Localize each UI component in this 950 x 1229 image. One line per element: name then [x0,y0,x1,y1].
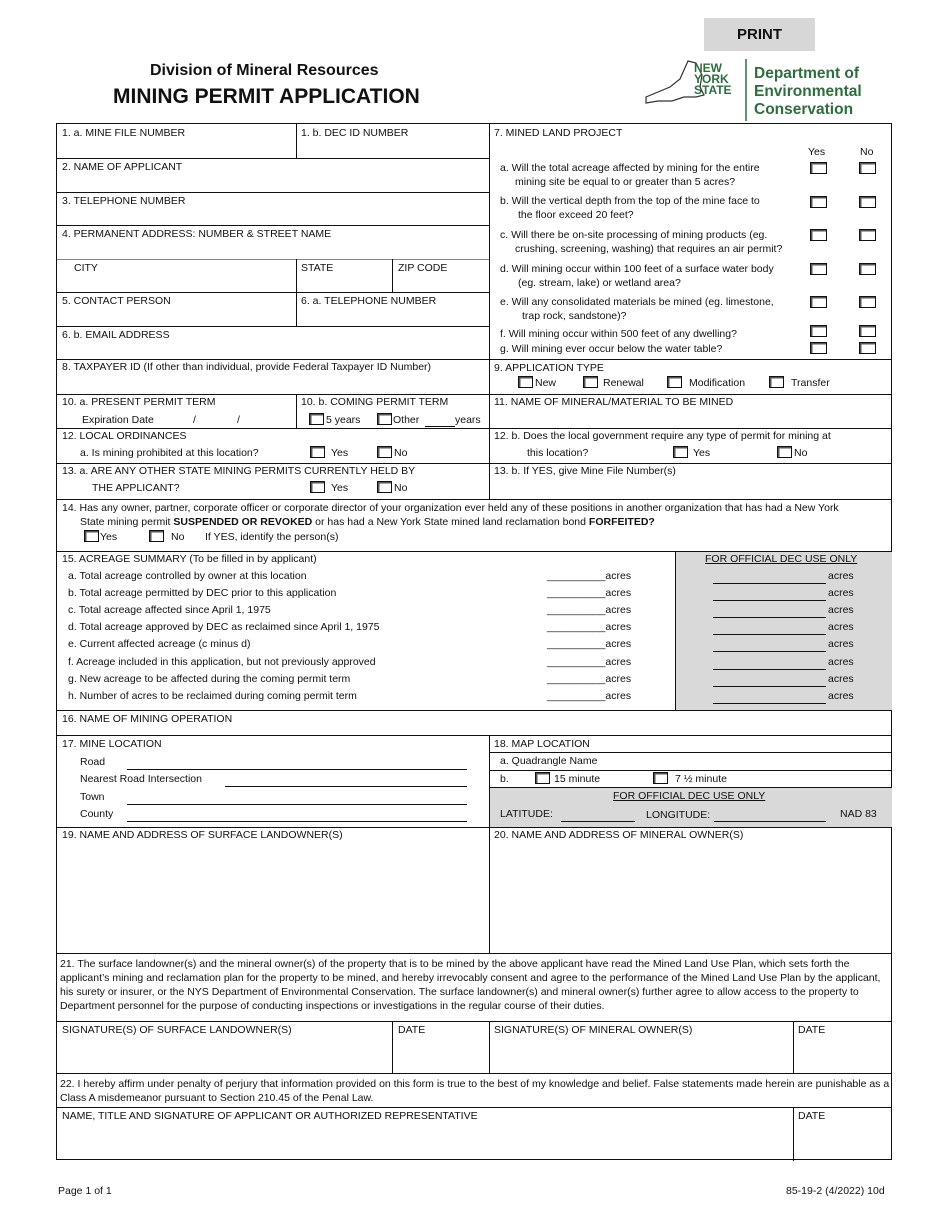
official-acres-g: acres [828,673,854,685]
permit-form [56,123,892,1160]
q7c-yes-checkbox[interactable] [810,229,827,241]
question-7c: c. Will there be on-site processing of mining products (eg. [500,229,768,241]
dec-id-number-label: 1. b. DEC ID NUMBER [301,127,409,139]
question-7e-cont: trap rock, sandstone)? [522,310,627,322]
form-id: 85-19-2 (4/2022) 10d [786,1185,885,1197]
question-7c-cont: crushing, screening, washing) that requires an air permit? [515,243,783,255]
mineral-owner-label: 20. NAME AND ADDRESS OF MINERAL OWNER(S) [494,829,744,841]
print-button[interactable]: PRINT [704,18,815,51]
coming-permit-term-label: 10. b. COMING PERMIT TERM [301,396,449,408]
surface-date-label: DATE [398,1024,426,1036]
fifteen-minute-label: 15 minute [554,773,601,785]
mine-location-title: 17. MINE LOCATION [62,738,162,750]
consent-statement: 21. The surface landowner(s) and the mineral owner(s) of the property that is to be mined by the above applicant have read the Mined Land Use Plan, which sets forth the applicant’s mining and reclamation plan for the property to be mined, and hereby irrevocably consent and agree to the performance of the Mined Land Use Plan by the applicant, his surety or insurer, or the NYS Department of Environmental Conservation. The surface landowner(s) and mineral owner(s) further agree to allow access to the property to Department personnel for the purpose of conducting inspections or investigations in the regular course of their duties. [60,958,881,1012]
minute-b-label: b. [500,773,509,785]
road-label: Road [80,756,106,768]
applicant-signature-label: NAME, TITLE AND SIGNATURE OF APPLICANT OR AUTHORIZED REPRESENTATIVE [62,1110,478,1122]
yes-column-header: Yes [808,146,826,158]
suspended-yes-label: Yes [100,531,118,543]
prohibited-no-checkbox[interactable] [377,446,392,458]
q7c-no-checkbox[interactable] [859,229,876,241]
mine-file-number-label: 1. a. MINE FILE NUMBER [62,127,186,139]
type-transfer-label: Transfer [791,377,830,389]
intersection-label: Nearest Road Intersection [80,773,202,785]
acreage-input-c[interactable]: __________acres [547,604,632,616]
acreage-row-f: f. Acreage included in this application, but not previously approved [68,656,376,668]
contact-telephone-label: 6. a. TELEPHONE NUMBER [301,295,437,307]
telephone-label: 3. TELEPHONE NUMBER [62,195,186,207]
applicant-date-label: DATE [798,1110,826,1122]
local-permit-question-cont: this location? [527,447,589,459]
zip-label: ZIP CODE [398,262,448,274]
surface-signature-label: SIGNATURE(S) OF SURFACE LANDOWNER(S) [62,1024,292,1036]
contact-person-label: 5. CONTACT PERSON [62,295,171,307]
mined-land-project-title: 7. MINED LAND PROJECT [494,127,623,139]
logo-state-line1: NEW [694,61,722,75]
logo-dept-line3: Conservation [754,101,854,118]
acreage-row-e: e. Current affected acreage (c minus d) [68,638,251,650]
local-permit-yes-checkbox[interactable] [673,446,688,458]
suspended-question-line2: State mining permit SUSPENDED OR REVOKED or has had a New York State mined land reclamation bond FORFEITED? [80,516,655,528]
fifteen-minute-checkbox[interactable] [535,772,550,784]
seven-minute-label: 7 ½ minute [675,773,727,785]
question-7f: f. Will mining occur within 500 feet of any dwelling? [500,328,737,340]
official-acres-d: acres [828,621,854,633]
quadrangle-label: a. Quadrangle Name [500,755,598,767]
mineral-name-label: 11. NAME OF MINERAL/MATERIAL TO BE MINED [494,396,734,408]
latitude-field[interactable] [561,821,635,822]
nad83-label: NAD 83 [840,808,877,820]
page-number: Page 1 of 1 [58,1185,112,1197]
acreage-input-e[interactable]: __________acres [547,638,632,650]
official-acres-a: acres [828,570,854,582]
acreage-summary-title: 15. ACREAGE SUMMARY (To be filled in by applicant) [62,553,317,565]
map-location-title: 18. MAP LOCATION [494,738,590,750]
q7e-no-checkbox[interactable] [859,296,876,308]
suspended-question-line1: 14. Has any owner, partner, corporate officer or corporate director of your organization ever held any of these positions in another organization that has had a New York [62,502,839,514]
other-term-checkbox[interactable] [377,413,392,425]
type-new-label: New [535,377,557,389]
logo-state-line3: STATE [694,83,732,97]
page-title: MINING PERMIT APPLICATION [113,85,420,108]
date-slash: / [237,414,240,426]
acreage-input-d[interactable]: __________acres [547,621,632,633]
q7b-no-checkbox[interactable] [859,196,876,208]
other-permits-no-checkbox[interactable] [377,481,392,493]
question-7b: b. Will the vertical depth from the top of the mine face to [500,195,760,207]
identify-persons-label: If YES, identify the person(s) [205,531,339,543]
type-transfer-checkbox[interactable] [769,376,784,388]
acreage-input-f[interactable]: __________acres [547,656,632,668]
mineral-date-label: DATE [798,1024,826,1036]
seven-minute-checkbox[interactable] [653,772,668,784]
q7f-no-checkbox[interactable] [859,325,876,337]
county-field[interactable] [127,821,467,822]
state-label: STATE [301,262,334,274]
address-label: 4. PERMANENT ADDRESS: NUMBER & STREET NAME [62,228,332,240]
logo-dept-line1: Department of [754,65,860,82]
five-years-label: 5 years [326,414,361,426]
q7g-no-checkbox[interactable] [859,342,876,354]
mine-file-numbers-label: 13. b. If YES, give Mine File Number(s) [494,465,676,477]
logo-state-line2: YORK [694,72,729,86]
other-permits-question-line1: 13. a. ARE ANY OTHER STATE MINING PERMITS CURRENTLY HELD BY [62,465,416,477]
official-acres-h: acres [828,690,854,702]
other-permits-no-label: No [394,482,408,494]
q7e-yes-checkbox[interactable] [810,296,827,308]
acreage-row-h: h. Number of acres to be reclaimed during coming permit term [68,690,357,702]
suspended-yes-checkbox[interactable] [84,530,99,542]
mineral-signature-label: SIGNATURE(S) OF MINERAL OWNER(S) [494,1024,693,1036]
type-renewal-checkbox[interactable] [583,376,598,388]
official-use-shade [675,551,892,711]
no-column-header: No [860,146,874,158]
email-label: 6. b. EMAIL ADDRESS [62,329,170,341]
q7d-yes-checkbox[interactable] [810,263,827,275]
acreage-input-b[interactable]: __________acres [547,587,632,599]
question-7a-cont: mining site be equal to or greater than 5 acres? [515,176,736,188]
acreage-row-c: c. Total acreage affected since April 1, 1975 [68,604,271,616]
other-permits-question-line2: THE APPLICANT? [92,482,180,494]
other-term-label: Other [393,414,420,426]
official-acres-e: acres [828,638,854,650]
other-permits-yes-label: Yes [331,482,349,494]
type-modification-checkbox[interactable] [667,376,682,388]
years-label: years [455,414,481,426]
question-7b-cont: the floor exceed 20 feet? [518,209,634,221]
logo-dept-line2: Environmental [754,83,862,100]
local-permit-no-checkbox[interactable] [777,446,792,458]
town-field[interactable] [127,804,467,805]
latitude-label: LATITUDE: [500,808,553,820]
road-field[interactable] [127,769,467,770]
suspended-no-label: No [171,531,185,543]
q7f-yes-checkbox[interactable] [810,325,827,337]
county-label: County [80,808,114,820]
q7d-no-checkbox[interactable] [859,263,876,275]
acreage-input-g[interactable]: __________acres [547,673,632,685]
city-label: CITY [74,262,98,274]
present-permit-term-label: 10. a. PRESENT PERMIT TERM [62,396,216,408]
date-slash: / [193,414,196,426]
official-acres-c: acres [828,604,854,616]
prohibited-yes-label: Yes [331,447,349,459]
other-permits-yes-checkbox[interactable] [310,481,325,493]
q7g-yes-checkbox[interactable] [810,342,827,354]
division-name: Division of Mineral Resources [150,62,379,79]
question-7d: d. Will mining occur within 100 feet of a surface water body [500,263,774,275]
prohibited-yes-checkbox[interactable] [310,446,325,458]
question-7a: a. Will the total acreage affected by mining for the entire [500,162,760,174]
local-ordinances-label: 12. LOCAL ORDINANCES [62,430,187,442]
local-permit-question: 12. b. Does the local government require any type of permit for mining at [494,430,831,442]
local-permit-yes-label: Yes [693,447,711,459]
nys-dec-logo [636,57,866,123]
type-new-checkbox[interactable] [518,376,533,388]
local-permit-no-label: No [794,447,808,459]
mining-prohibited-question: a. Is mining prohibited at this location? [80,447,259,459]
map-official-use-header: FOR OFFICIAL DEC USE ONLY [613,790,766,802]
five-years-checkbox[interactable] [309,413,324,425]
question-7d-cont: (eg. stream, lake) or wetland area? [518,277,681,289]
perjury-statement: 22. I hereby affirm under penalty of perjury that information provided on this form is true to the best of my knowledge and belief. False statements made herein are punishable as a Class A misdemeanor pursuant to Section 210.45 of the Penal Law. [60,1078,890,1104]
acreage-row-d: d. Total acreage approved by DEC as reclaimed since April 1, 1975 [68,621,380,633]
acreage-row-g: g. New acreage to be affected during the coming permit term [68,673,351,685]
official-use-header: FOR OFFICIAL DEC USE ONLY [705,553,858,565]
question-7g: g. Will mining ever occur below the water table? [500,343,723,355]
type-renewal-label: Renewal [603,377,644,389]
intersection-field[interactable] [225,786,467,787]
surface-landowner-label: 19. NAME AND ADDRESS OF SURFACE LANDOWNER(S) [62,829,343,841]
applicant-name-label: 2. NAME OF APPLICANT [62,161,183,173]
town-label: Town [80,791,105,803]
acreage-input-a[interactable]: __________acres [547,570,632,582]
suspended-no-checkbox[interactable] [149,530,164,542]
official-acres-b: acres [828,587,854,599]
taxpayer-id-label: 8. TAXPAYER ID (If other than individual, provide Federal Taxpayer ID Number) [62,361,432,373]
longitude-field[interactable] [714,821,826,822]
mining-operation-name-label: 16. NAME OF MINING OPERATION [62,713,233,725]
acreage-row-b: b. Total acreage permitted by DEC prior to this application [68,587,337,599]
type-modification-label: Modification [689,377,746,389]
q7b-yes-checkbox[interactable] [810,196,827,208]
acreage-row-a: a. Total acreage controlled by owner at this location [68,570,307,582]
acreage-input-h[interactable]: __________acres [547,690,632,702]
prohibited-no-label: No [394,447,408,459]
expiration-date-label: Expiration Date [82,414,154,426]
q7a-no-checkbox[interactable] [859,162,876,174]
longitude-label: LONGITUDE: [646,809,711,821]
question-7e: e. Will any consolidated materials be mined (eg. limestone, [500,296,774,308]
q7a-yes-checkbox[interactable] [810,162,827,174]
official-acres-f: acres [828,656,854,668]
other-years-field[interactable] [425,426,455,427]
application-type-title: 9. APPLICATION TYPE [494,362,604,374]
